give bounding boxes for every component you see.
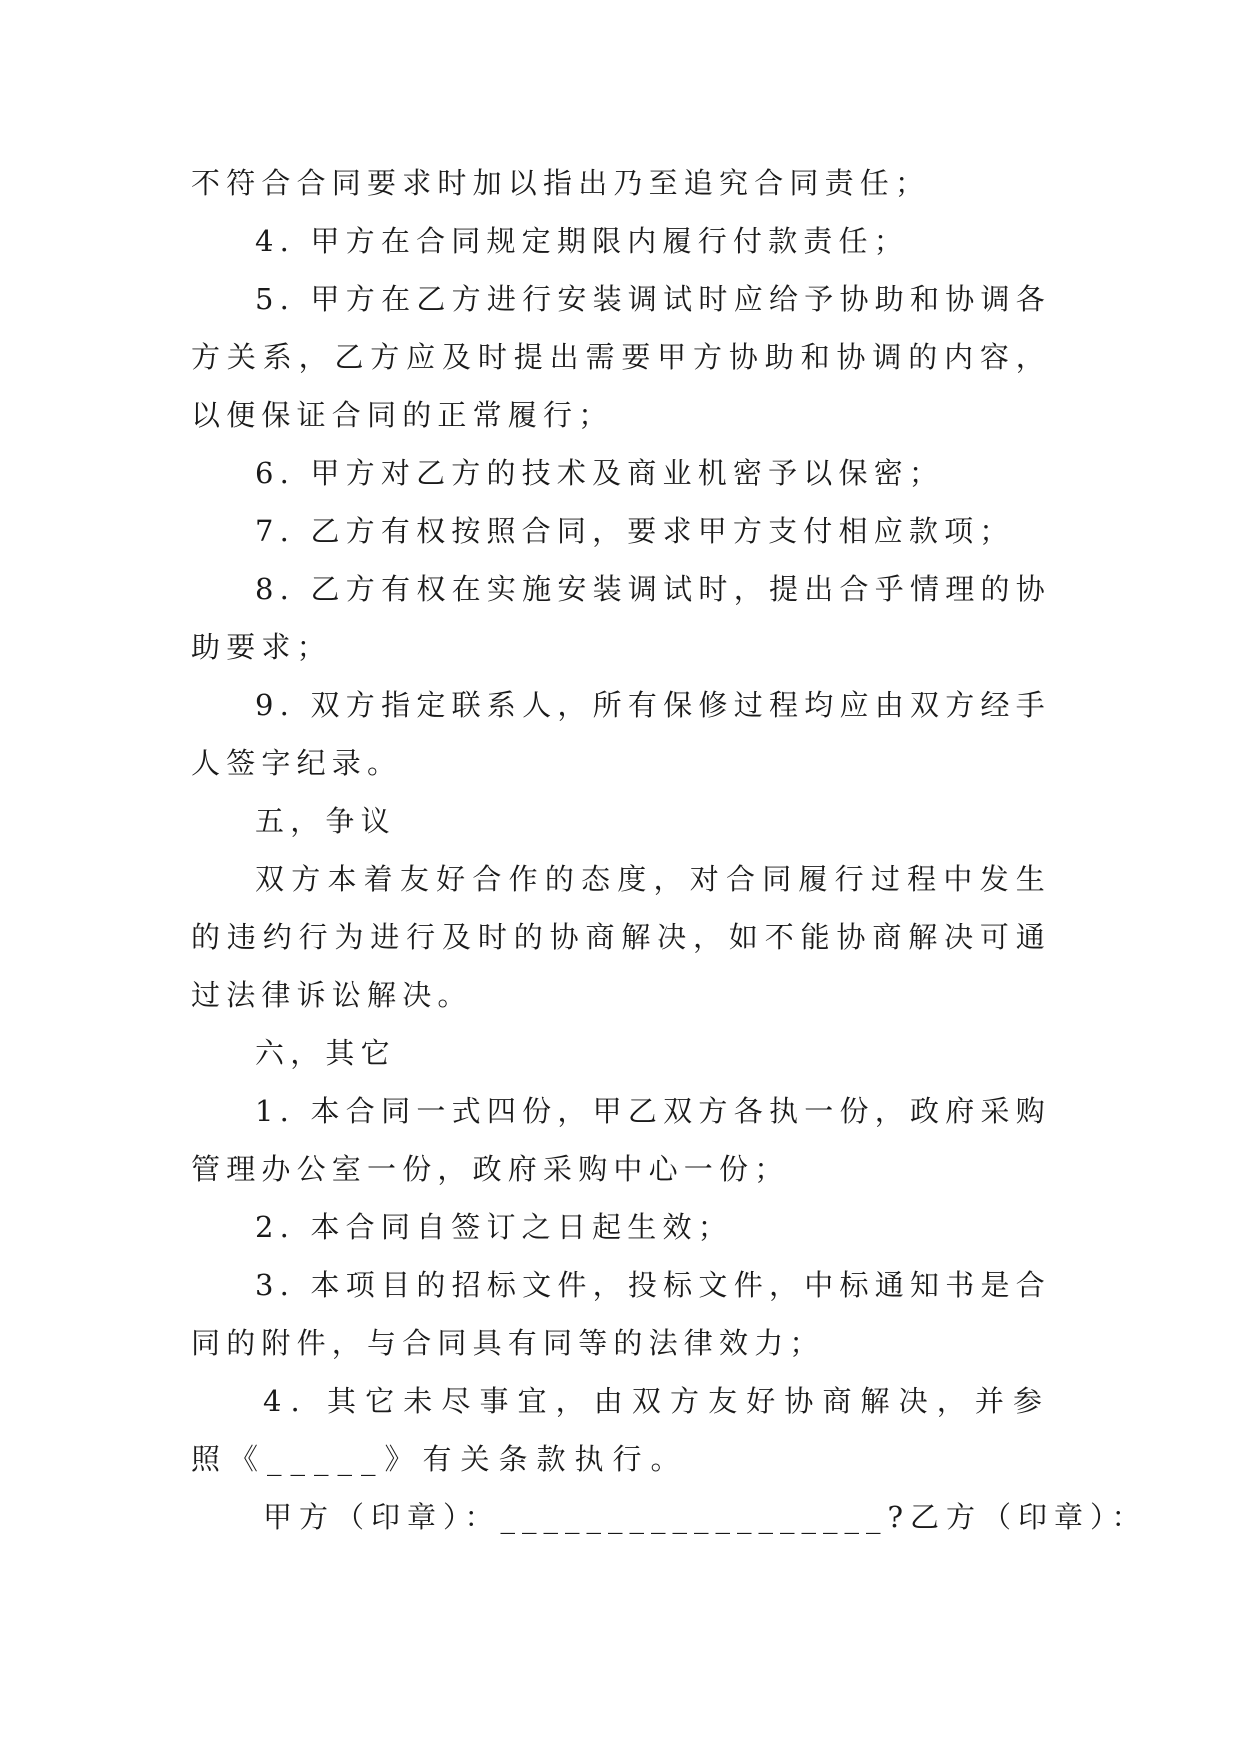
paragraph-other-2: 2. 本合同自签订之日起生效；: [255, 1210, 733, 1244]
section-heading-other: 六，其它: [255, 1036, 396, 1070]
paragraph-clause-8: 8. 乙方有权在实施安装调试时，提出合乎情理的协助要求；: [191, 572, 1051, 664]
paragraph-other-1: 1. 本合同一式四份，甲乙双方各执一份，政府采购管理办公室一份，政府采购中心一份；: [191, 1094, 1051, 1186]
paragraph-continuation: 不符合合同要求时加以指出乃至追究合同责任；: [191, 166, 931, 200]
paragraph-other-3: 3. 本项目的招标文件，投标文件，中标通知书是合同的附件，与合同具有同等的法律效力；: [191, 1268, 1051, 1360]
paragraph-clause-6: 6. 甲方对乙方的技术及商业机密予以保密；: [255, 456, 945, 490]
document-body: [191, 154, 1148, 1546]
paragraph-clause-9: 9. 双方指定联系人，所有保修过程均应由双方经手人签字纪录。: [191, 688, 1051, 780]
paragraph-clause-4: 4. 甲方在合同规定期限内履行付款责任；: [255, 224, 909, 258]
signature-line: 甲方（印章）：__________________?乙方（印章）：: [263, 1500, 1148, 1534]
section-heading-dispute: 五，争议: [255, 804, 396, 838]
paragraph-clause-5: 5. 甲方在乙方进行安装调试时应给予协助和协调各方关系，乙方应及时提出需要甲方协助和协调的内容，以便保证合同的正常履行；: [191, 282, 1051, 432]
paragraph-other-4: 4. 其它未尽事宜，由双方友好协商解决，并参照《_____》有关条款执行。: [191, 1384, 1051, 1476]
paragraph-clause-7: 7. 乙方有权按照合同，要求甲方支付相应款项；: [255, 514, 1015, 548]
paragraph-dispute: 双方本着友好合作的态度，对合同履行过程中发生的违约行为进行及时的协商解决，如不能协商解决可通过法律诉讼解决。: [191, 862, 1051, 1012]
